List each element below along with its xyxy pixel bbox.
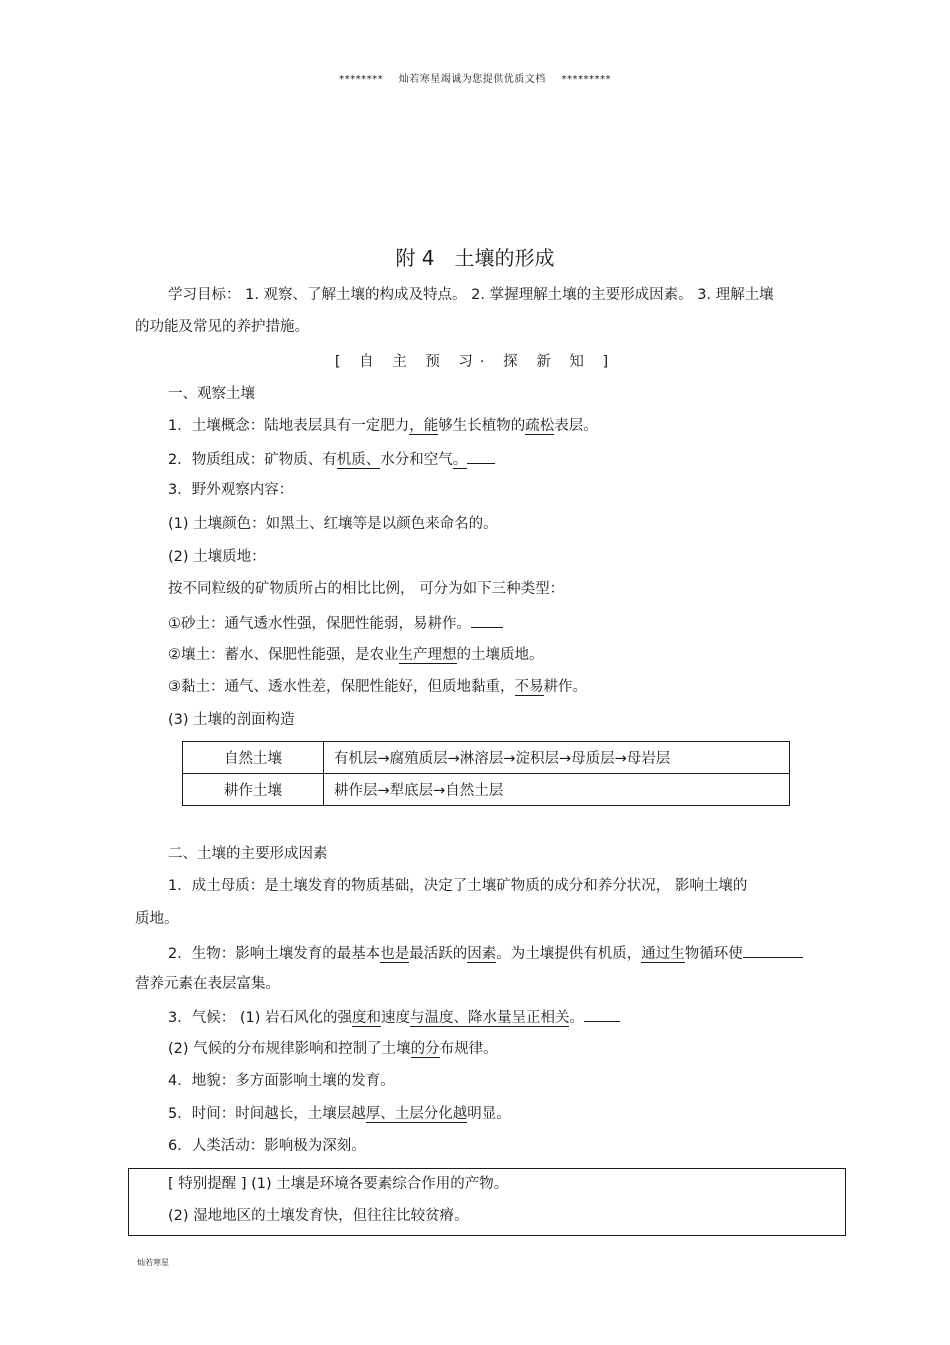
part2-item1-line2: 质地。 [135, 911, 179, 927]
blank-underline: 的分 [410, 1041, 440, 1057]
preview-heading: [ 自 主 预 习· 探 新 知 ] [334, 354, 616, 370]
blank-underline: 度和 [351, 1010, 381, 1026]
header-text: 灿若寒星竭诚为您提供优质文档 [398, 74, 546, 85]
page-title: 附 4 土壤的形成 [395, 246, 555, 270]
part1-heading: 一、观察土壤 [168, 386, 255, 402]
profile-name: 自然土壤 [183, 742, 324, 774]
page-footer: 灿若寒星 [137, 1258, 169, 1267]
soil-profile-table [182, 741, 790, 806]
part2-item2: 2．生物：影响土壤发育的最基本也是最活跃的因素。为土壤提供有机质，通过生物循环使 [168, 942, 803, 964]
texture-sand: ①砂土：通气透水性强，保肥性能弱，易耕作。 [168, 612, 503, 634]
blank-underline: 疏松 [525, 418, 555, 434]
blank-line [743, 942, 803, 958]
part1-sub2: (2) 土壤质地： [168, 549, 266, 565]
part1-sub1: (1) 土壤颜色：如黑土、红壤等是以颜色来命名的。 [168, 516, 498, 532]
part2-item3: 3．气候： (1) 岩石风化的强度和速度与温度、降水量呈正相关。 [168, 1006, 620, 1028]
texture-intro: 按不同粒级的矿物质所占的相比比例， 可分为如下三种类型： [168, 581, 565, 597]
part1-sub3: (3) 土壤的剖面构造 [168, 712, 295, 728]
profile-layers: 有机层→腐殖质层→淋溶层→淀积层→母质层→母岩层 [324, 742, 790, 774]
header-stars-left: ******** [339, 74, 384, 85]
blank-line [584, 1006, 620, 1022]
part1-item2: 2．物质组成：矿物质、有机质、水分和空气。 [168, 448, 495, 470]
blank-underline: 因素 [467, 946, 497, 962]
page-header [0, 70, 950, 85]
blank-underline: 机质、 [336, 452, 381, 468]
header-stars-right: ********* [561, 74, 611, 85]
objectives-line1: 学习目标： 1. 观察、了解土壤的构成及特点。 2. 掌握理解土壤的主要形成因素。 3. 理解土壤 [168, 287, 774, 303]
texture-clay: ③黏土：通气、透水性差，保肥性能好，但质地黏重，不易耕作。 [168, 679, 587, 695]
blank-underline: 不易 [514, 679, 544, 695]
part2-item6: 6．人类活动：影响极为深刻。 [168, 1138, 366, 1154]
blank-line [471, 612, 503, 628]
part2-item2-line2: 营养元素在表层富集。 [135, 976, 280, 992]
tip-line1: [ 特别提醒 ] (1) 土壤是环境各要素综合作用的产物。 [168, 1176, 509, 1192]
part2-item5: 5．时间：时间越长，土壤层越厚、土层分化越明显。 [168, 1106, 511, 1122]
part2-item4: 4．地貌：多方面影响土壤的发育。 [168, 1073, 395, 1089]
profile-name: 耕作土壤 [183, 774, 324, 806]
part2-item3-sub2: (2) 气候的分布规律影响和控制了土壤的分布规律。 [168, 1041, 498, 1057]
texture-loam: ②壤土：蓄水、保肥性能强，是农业生产理想的土壤质地。 [168, 647, 544, 663]
blank-underline: 生产理想 [398, 647, 457, 663]
tip-line2: (2) 湿地地区的土壤发育快，但往往比较贫瘠。 [168, 1208, 469, 1224]
part2-heading: 二、土壤的主要形成因素 [168, 846, 328, 862]
blank-underline: 与温度、降水量呈正相关 [409, 1010, 570, 1026]
blank-underline: 分化越 [423, 1106, 468, 1122]
objectives-line2: 的功能及常见的养护措施。 [135, 319, 309, 335]
blank-underline: 通过生 [641, 946, 685, 962]
blank-underline: 。 [452, 452, 468, 468]
blank-underline: 也是 [380, 946, 410, 962]
table-row [183, 742, 790, 774]
part1-item3: 3．野外观察内容： [168, 482, 294, 498]
profile-layers: 耕作层→犁底层→自然土层 [324, 774, 790, 806]
part2-item1-line1: 1．成土母质：是土壤发育的物质基础，决定了土壤矿物质的成分和养分状况， 影响土壤的 [168, 878, 748, 894]
part1-item1: 1．土壤概念：陆地表层具有一定肥力，能够生长植物的疏松表层。 [168, 418, 598, 434]
table-row [183, 774, 790, 806]
blank-line [467, 448, 495, 464]
blank-underline: 厚、土层 [365, 1106, 424, 1122]
blank-underline: ，能 [409, 418, 439, 434]
